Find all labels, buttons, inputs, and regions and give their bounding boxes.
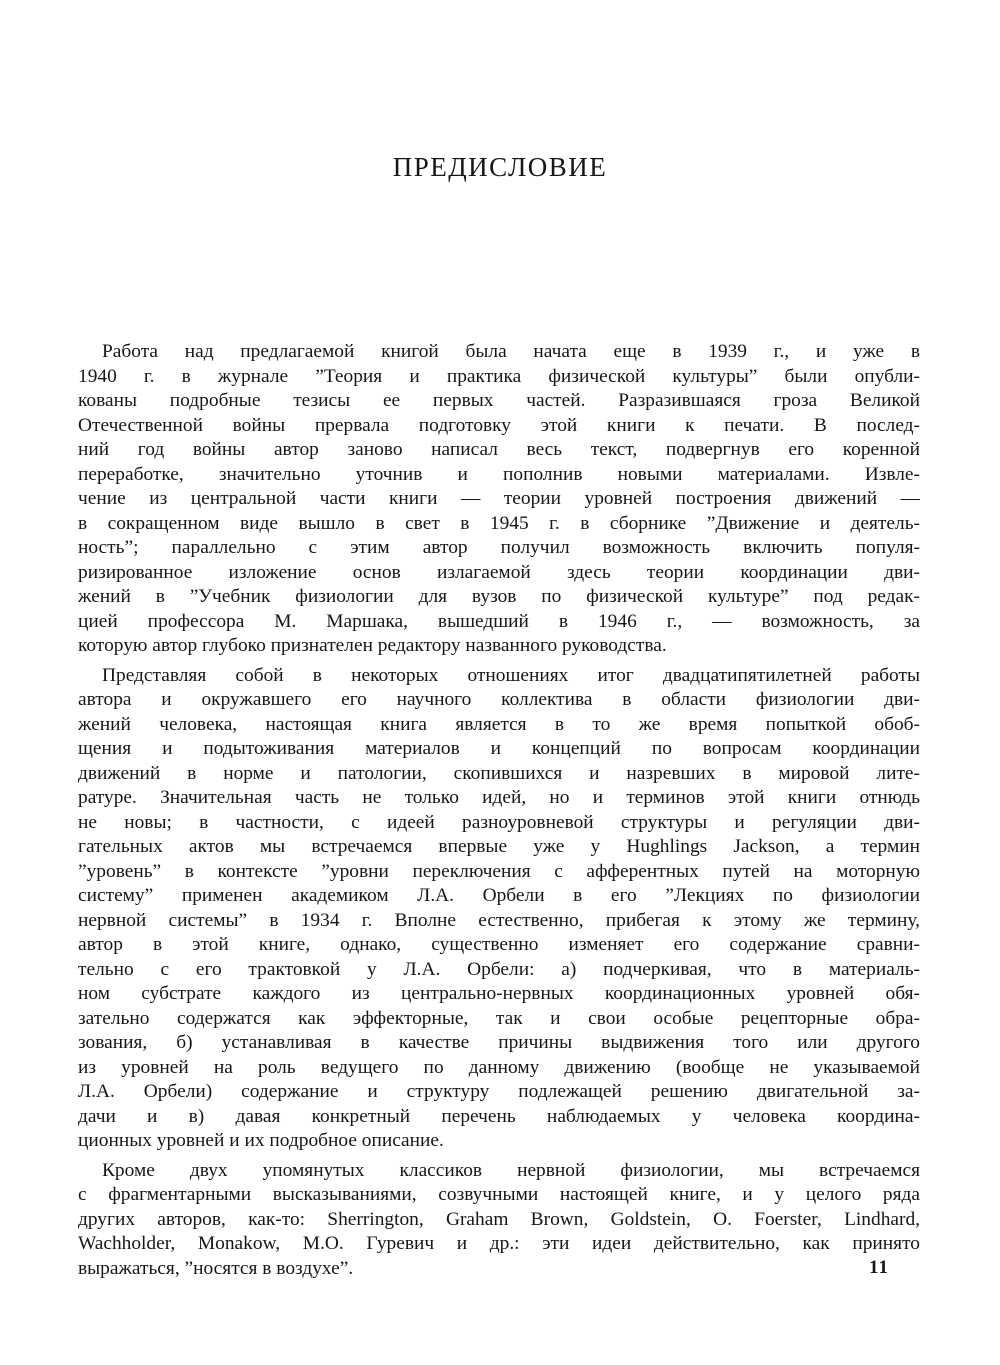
text-line: жений человека, настоящая книга является в то же время попыткой обоб- (78, 713, 920, 735)
page-title: ПРЕДИСЛОВИЕ (392, 152, 608, 182)
text-line: Wachholder, Monakow, М.О. Гуревич и др.: эти идеи действительно, как принято (78, 1233, 920, 1254)
text-line: Кроме двух упомянутых классиков нервной физиологии, мы встречаемся (102, 1159, 920, 1181)
text-line: Представляя собой в некоторых отношениях итог двадцатипятилетней работы (102, 664, 920, 686)
text-line: ратуре. Значительная часть не только идей, но и терминов этой книги отнюдь (78, 787, 920, 808)
text-line: дачи и в) давая конкретный перечень наблюдаемых у человека координа- (78, 1105, 920, 1127)
text-line: движений в норме и патологии, скопившихся и назревших в мировой лите- (78, 762, 920, 784)
text-line: щения и подытоживания материалов и концепций по вопросам координации (78, 738, 920, 759)
text-line: которую автор глубоко признателен редактору названного руководства. (78, 635, 667, 656)
text-line: не новы; в частности, с идеей разноуровневой структуры и регуляции дви- (78, 811, 920, 833)
text-line: ционных уровней и их подробное описание. (78, 1130, 444, 1151)
paragraph-1 (78, 340, 920, 659)
text-line: чение из центральной части книги — теории уровней построения движений — (78, 488, 920, 509)
paragraph-3 (78, 1159, 920, 1282)
text-line: выражаться, ”носятся в воздухе”. (78, 1257, 354, 1279)
text-line: переработке, значительно уточнив и пополнив новыми материалами. Извле- (78, 463, 920, 485)
text-line: Л.А. Орбели) содержание и структуру подлежащей решению двигательной за- (78, 1081, 920, 1102)
text-line: автора и окружавшего его научного коллектива в области физиологии дви- (78, 689, 920, 710)
text-line: ний год войны автор заново написал весь текст, подвергнув его коренной (78, 439, 920, 460)
text-line: жений в ”Учебник физиологии для вузов по физической культуре” под редак- (78, 586, 920, 607)
text-line: из уровней на роль ведущего по данному движению (вообще не указываемой (78, 1056, 920, 1078)
text-line: кованы подробные тезисы ее первых частей. Разразившаяся гроза Великой (78, 390, 920, 411)
text-line: систему” применен академиком Л.А. Орбели в его ”Лекциях по физиологии (78, 885, 920, 906)
text-line: тельно с его трактовкой у Л.А. Орбели: а) подчеркивая, что в материаль- (78, 958, 920, 980)
text-line: ном субстрате каждого из центрально-нервных координационных уровней обя- (78, 983, 920, 1004)
text-line: в сокращенном виде вышло в свет в 1945 г. в сборнике ”Движение и деятель- (78, 512, 920, 534)
text-line: зательно содержатся как эффекторные, так и свои особые рецепторные обра- (78, 1007, 920, 1029)
text-line: автор в этой книге, однако, существенно изменяет его содержание сравни- (78, 934, 920, 955)
text-line: цией профессора М. Маршака, вышедший в 1946 г., — возможность, за (78, 610, 920, 632)
text-line: других авторов, как-то: Sherrington, Graham Brown, Goldstein, O. Foerster, Lindhard, (78, 1208, 920, 1230)
text-line: гательных актов мы встречаемся впервые уже у Hughlings Jackson, а термин (78, 836, 920, 857)
page-number: 11 (869, 1257, 889, 1278)
text-line: зования, б) устанавливая в качестве причины выдвижения того или другого (78, 1032, 920, 1053)
body-text (78, 340, 920, 1281)
text-line: нервной системы” в 1934 г. Вполне естественно, прибегая к этому же термину, (78, 909, 920, 931)
text-line: ”уровень” в контексте ”уровни переключения с афферентных путей на моторную (78, 860, 920, 882)
text-line: с фрагментарными высказываниями, созвучными настоящей книге, и у целого ряда (78, 1184, 920, 1205)
text-line: 1940 г. в журнале ”Теория и практика физической культуры” были опубли- (78, 365, 920, 387)
text-line: ность”; параллельно с этим автор получил возможность включить популя- (78, 537, 920, 558)
text-line: Отечественной войны прервала подготовку этой книги к печати. В послед- (78, 414, 920, 436)
text-line: Работа над предлагаемой книгой была начата еще в 1939 г., и уже в (102, 341, 920, 362)
text-line: ризированное изложение основ излагаемой здесь теории координации дви- (78, 561, 920, 583)
paragraph-2 (78, 664, 920, 1154)
